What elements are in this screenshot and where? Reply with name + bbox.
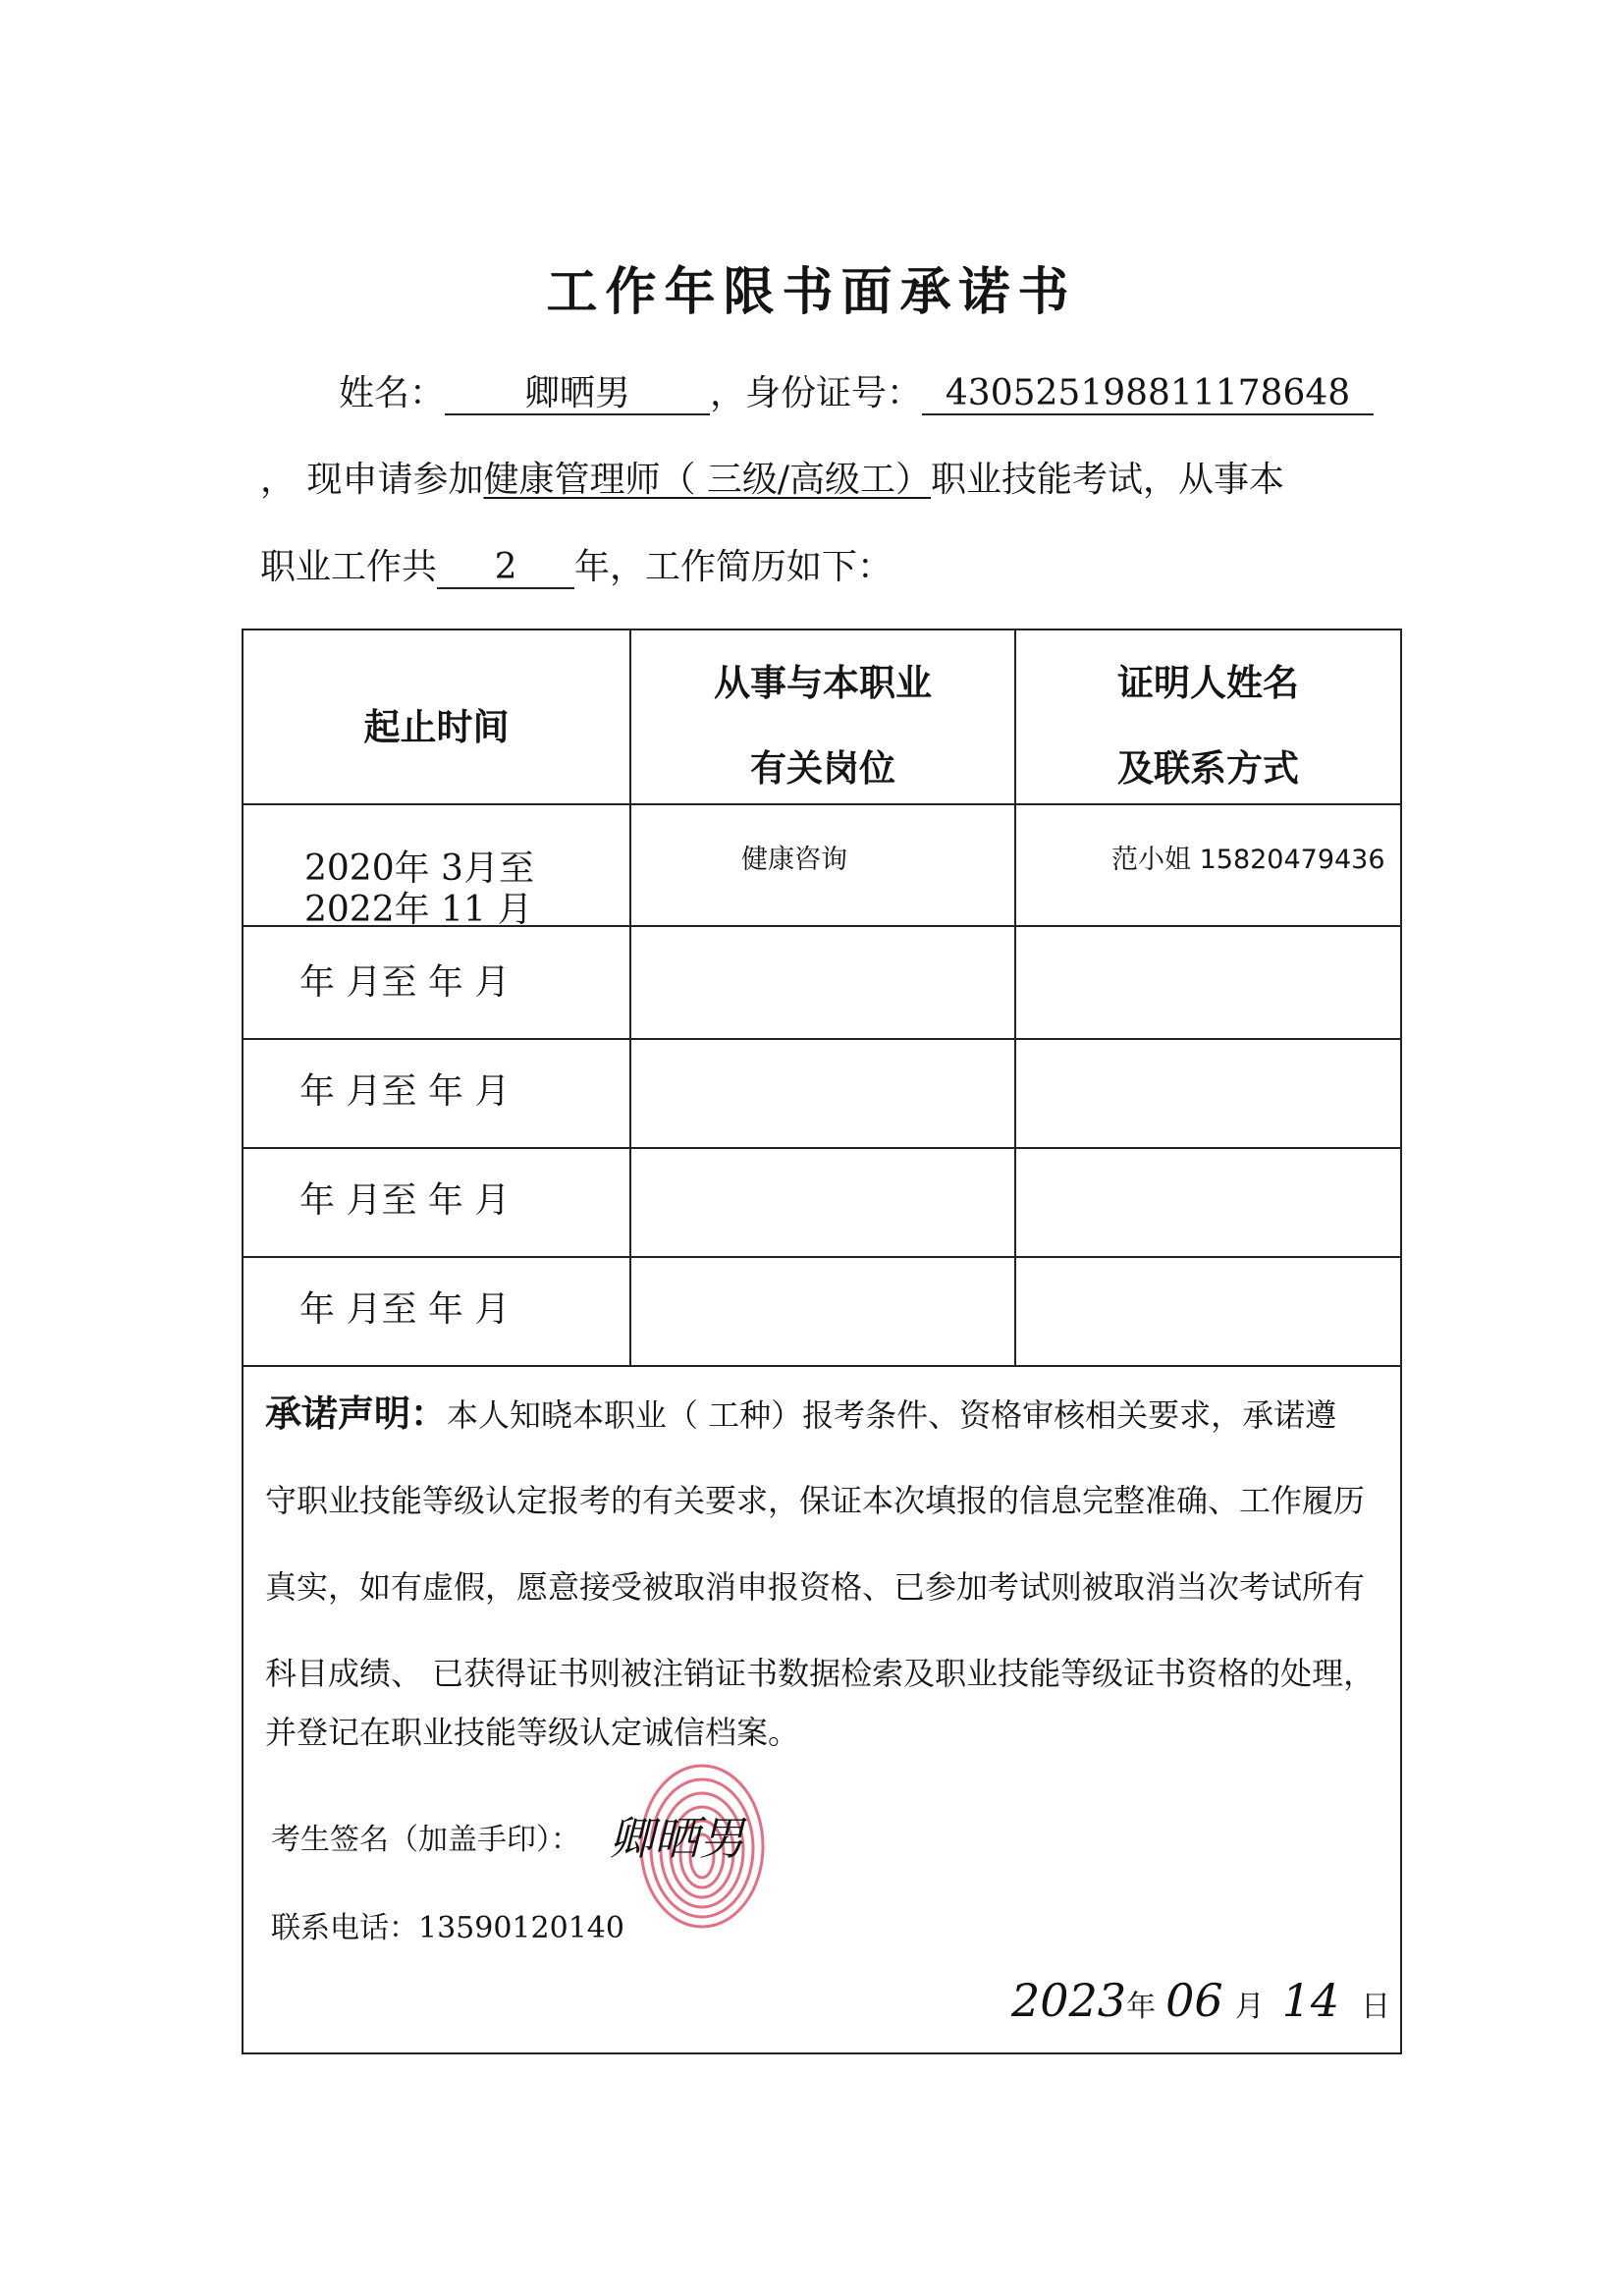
signature-label: 考生签名（加盖手印）： bbox=[271, 1823, 580, 1857]
application-row bbox=[260, 452, 1284, 502]
date-month-unit: 月 bbox=[1234, 1990, 1265, 2024]
years-field[interactable]: 2 bbox=[437, 548, 574, 589]
occupation-field[interactable]: 健康管理师（ 三级/高级工） bbox=[483, 460, 932, 500]
table-rule bbox=[242, 1365, 1402, 1367]
name-row bbox=[339, 365, 1374, 415]
row2-period[interactable]: 年 月至 年 月 bbox=[299, 962, 511, 1003]
header-position-line1: 从事与本职业 bbox=[714, 662, 932, 704]
page-title: 工作年限书面承诺书 bbox=[546, 263, 1077, 322]
date-month: 06 bbox=[1165, 1974, 1223, 2027]
phone-label: 联系电话： bbox=[271, 1911, 418, 1945]
row4-period[interactable]: 年 月至 年 月 bbox=[299, 1180, 511, 1221]
table-rule bbox=[242, 803, 1402, 805]
years-row bbox=[260, 539, 893, 589]
table-rule bbox=[242, 1147, 1402, 1149]
table-rule bbox=[242, 1038, 1402, 1040]
table-rule bbox=[242, 1256, 1402, 1258]
declaration-text-1: 本人知晓本职业（ 工种）报考条件、资格审核相关要求，承诺遵 bbox=[447, 1396, 1337, 1434]
signing-date bbox=[1011, 1974, 1390, 2027]
name-field[interactable]: 卿晒男 bbox=[445, 374, 710, 415]
row1-period-end[interactable]: 2022年 11 月 bbox=[304, 890, 533, 930]
declaration-label: 承诺声明： bbox=[265, 1393, 447, 1435]
phone-row bbox=[271, 1903, 624, 1946]
header-reference-line1: 证明人姓名 bbox=[1117, 662, 1299, 704]
application-suffix: 职业技能考试，从事本 bbox=[931, 460, 1285, 500]
phone-value[interactable]: 13590120140 bbox=[418, 1911, 624, 1945]
row3-period[interactable]: 年 月至 年 月 bbox=[299, 1071, 511, 1112]
row1-position[interactable]: 健康咨询 bbox=[741, 845, 847, 875]
date-day: 14 bbox=[1281, 1974, 1340, 2027]
declaration-line1 bbox=[265, 1371, 1336, 1458]
declaration-line2: 守职业技能等级认定报考的有关要求，保证本次填报的信息完整准确、工作履历 bbox=[265, 1482, 1366, 1519]
application-prefix: ， 现申请参加 bbox=[260, 460, 484, 500]
declaration-line5: 并登记在职业技能等级认定诚信档案。 bbox=[265, 1714, 800, 1751]
header-reference-line2: 及联系方式 bbox=[1117, 747, 1299, 790]
row1-reference[interactable]: 范小姐 15820479436 bbox=[1111, 845, 1385, 875]
years-suffix: 年，工作简历如下： bbox=[574, 547, 893, 587]
header-period: 起止时间 bbox=[363, 706, 510, 748]
years-prefix: 职业工作共 bbox=[260, 547, 438, 587]
declaration-line4: 科目成绩、 已获得证书则被注销证书数据检索及职业技能等级证书资格的处理， bbox=[265, 1655, 1376, 1692]
date-year-unit: 年 bbox=[1126, 1990, 1157, 2024]
row5-period[interactable]: 年 月至 年 月 bbox=[299, 1289, 511, 1330]
id-label: ，身份证号： bbox=[710, 373, 923, 413]
id-number-field[interactable]: 430525198811178648 bbox=[922, 374, 1374, 415]
declaration-line3: 真实，如有虚假，愿意接受被取消申报资格、已参加考试则被取消当次考试所有 bbox=[265, 1568, 1366, 1606]
row1-period-start[interactable]: 2020年 3月至 bbox=[304, 848, 534, 889]
date-day-unit: 日 bbox=[1361, 1990, 1391, 2024]
handwritten-signature: 卿晒男 bbox=[609, 1812, 744, 1865]
date-year: 2023 bbox=[1011, 1974, 1127, 2027]
name-label: 姓名： bbox=[339, 373, 446, 413]
header-position-line2: 有关岗位 bbox=[750, 747, 895, 790]
